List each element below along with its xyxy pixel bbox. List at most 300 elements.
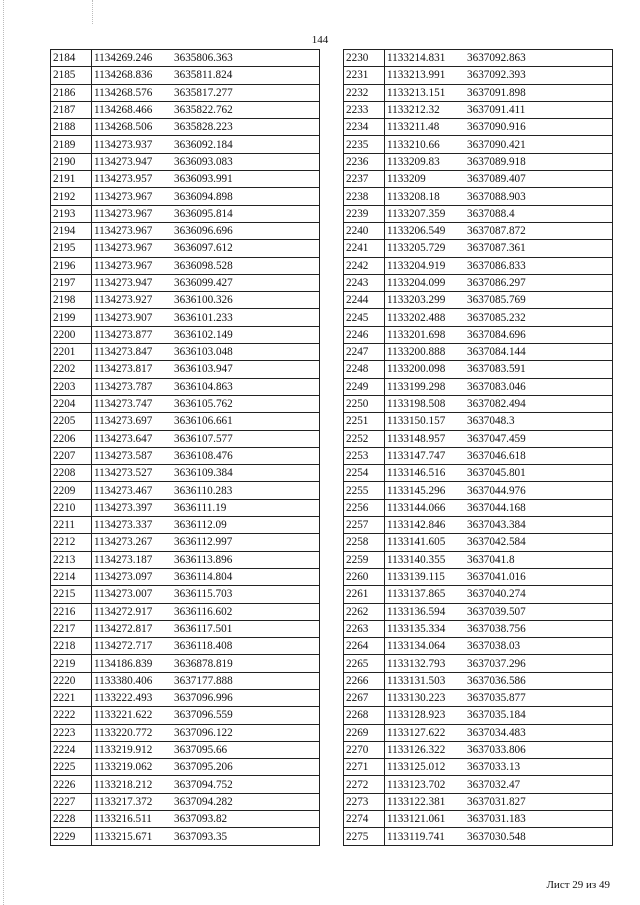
x-coordinate-cell: 1133214.831 xyxy=(385,50,466,67)
y-coordinate-cell: 3637084.696 xyxy=(465,326,613,343)
x-coordinate-cell: 1134273.267 xyxy=(92,534,173,551)
point-number-cell: 2244 xyxy=(344,292,385,309)
point-number-cell: 2222 xyxy=(51,707,92,724)
y-coordinate-cell: 3637092.863 xyxy=(465,50,613,67)
table-row xyxy=(51,188,320,205)
x-coordinate-cell: 1133219.062 xyxy=(92,759,173,776)
point-number-cell: 2242 xyxy=(344,257,385,274)
table-row xyxy=(51,430,320,447)
y-coordinate-cell: 3635811.824 xyxy=(172,67,320,84)
point-number-cell: 2245 xyxy=(344,309,385,326)
point-number-cell: 2227 xyxy=(51,793,92,810)
x-coordinate-cell: 1134273.967 xyxy=(92,188,173,205)
x-coordinate-cell: 1134272.917 xyxy=(92,603,173,620)
y-coordinate-cell: 3636878.819 xyxy=(172,655,320,672)
table-row xyxy=(51,638,320,655)
x-coordinate-cell: 1133209.83 xyxy=(385,153,466,170)
x-coordinate-cell: 1133213.991 xyxy=(385,67,466,84)
point-number-cell: 2212 xyxy=(51,534,92,551)
table-row xyxy=(51,672,320,689)
point-number-cell: 2267 xyxy=(344,689,385,706)
x-coordinate-cell: 1134273.527 xyxy=(92,465,173,482)
table-row xyxy=(51,205,320,222)
x-coordinate-cell: 1133198.508 xyxy=(385,395,466,412)
y-coordinate-cell: 3637096.996 xyxy=(172,689,320,706)
y-coordinate-cell: 3637082.494 xyxy=(465,395,613,412)
point-number-cell: 2189 xyxy=(51,136,92,153)
table-row xyxy=(51,811,320,828)
point-number-cell: 2247 xyxy=(344,344,385,361)
x-coordinate-cell: 1134273.967 xyxy=(92,205,173,222)
x-coordinate-cell: 1133202.488 xyxy=(385,309,466,326)
point-number-cell: 2260 xyxy=(344,568,385,585)
table-row xyxy=(344,395,613,412)
table-row xyxy=(51,309,320,326)
point-number-cell: 2229 xyxy=(51,828,92,845)
table-row xyxy=(51,153,320,170)
x-coordinate-cell: 1133141.605 xyxy=(385,534,466,551)
point-number-cell: 2200 xyxy=(51,326,92,343)
x-coordinate-cell: 1133137.865 xyxy=(385,586,466,603)
table-row xyxy=(51,689,320,706)
point-number-cell: 2274 xyxy=(344,811,385,828)
table-row xyxy=(51,257,320,274)
point-number-cell: 2206 xyxy=(51,430,92,447)
x-coordinate-cell: 1134273.967 xyxy=(92,222,173,239)
point-number-cell: 2235 xyxy=(344,136,385,153)
y-coordinate-cell: 3637039.507 xyxy=(465,603,613,620)
point-number-cell: 2198 xyxy=(51,292,92,309)
table-row xyxy=(344,361,613,378)
table-row xyxy=(51,482,320,499)
y-coordinate-cell: 3636116.602 xyxy=(172,603,320,620)
y-coordinate-cell: 3637031.183 xyxy=(465,811,613,828)
y-coordinate-cell: 3635817.277 xyxy=(172,84,320,101)
x-coordinate-cell: 1133132.793 xyxy=(385,655,466,672)
point-number-cell: 2186 xyxy=(51,84,92,101)
y-coordinate-cell: 3636111.19 xyxy=(172,499,320,516)
point-number-cell: 2240 xyxy=(344,222,385,239)
x-coordinate-cell: 1133200.888 xyxy=(385,344,466,361)
table-row xyxy=(344,638,613,655)
y-coordinate-cell: 3636118.408 xyxy=(172,638,320,655)
point-number-cell: 2196 xyxy=(51,257,92,274)
y-coordinate-cell: 3637038.03 xyxy=(465,638,613,655)
table-row xyxy=(51,119,320,136)
point-number-cell: 2225 xyxy=(51,759,92,776)
x-coordinate-cell: 1133206.549 xyxy=(385,222,466,239)
point-number-cell: 2253 xyxy=(344,447,385,464)
x-coordinate-cell: 1133204.099 xyxy=(385,274,466,291)
y-coordinate-cell: 3637083.591 xyxy=(465,361,613,378)
table-row xyxy=(344,205,613,222)
x-coordinate-cell: 1133219.912 xyxy=(92,741,173,758)
table-row xyxy=(344,551,613,568)
table-row xyxy=(344,171,613,188)
point-number-cell: 2219 xyxy=(51,655,92,672)
y-coordinate-cell: 3636108.476 xyxy=(172,447,320,464)
y-coordinate-cell: 3636113.896 xyxy=(172,551,320,568)
y-coordinate-cell: 3637041.016 xyxy=(465,568,613,585)
y-coordinate-cell: 3637037.296 xyxy=(465,655,613,672)
y-coordinate-cell: 3637031.827 xyxy=(465,793,613,810)
point-number-cell: 2185 xyxy=(51,67,92,84)
table-row xyxy=(344,586,613,603)
y-coordinate-cell: 3637046.618 xyxy=(465,447,613,464)
coordinates-table-right xyxy=(343,49,613,846)
point-number-cell: 2238 xyxy=(344,188,385,205)
point-number-cell: 2207 xyxy=(51,447,92,464)
y-coordinate-cell: 3637032.47 xyxy=(465,776,613,793)
table-row xyxy=(51,655,320,672)
table-row xyxy=(51,465,320,482)
table-row xyxy=(51,551,320,568)
y-coordinate-cell: 3636097.612 xyxy=(172,240,320,257)
table-row xyxy=(344,344,613,361)
y-coordinate-cell: 3636100.326 xyxy=(172,292,320,309)
table-row xyxy=(344,413,613,430)
x-coordinate-cell: 1134273.947 xyxy=(92,274,173,291)
y-coordinate-cell: 3637091.411 xyxy=(465,101,613,118)
x-coordinate-cell: 1133119.741 xyxy=(385,828,466,845)
y-coordinate-cell: 3636092.184 xyxy=(172,136,320,153)
y-coordinate-cell: 3637096.559 xyxy=(172,707,320,724)
table-row xyxy=(51,171,320,188)
table-row xyxy=(344,655,613,672)
x-coordinate-cell: 1134273.927 xyxy=(92,292,173,309)
point-number-cell: 2216 xyxy=(51,603,92,620)
y-coordinate-cell: 3636093.083 xyxy=(172,153,320,170)
scan-margin-line xyxy=(3,0,4,905)
point-number-cell: 2265 xyxy=(344,655,385,672)
x-coordinate-cell: 1134273.337 xyxy=(92,517,173,534)
x-coordinate-cell: 1133126.322 xyxy=(385,741,466,758)
y-coordinate-cell: 3637177.888 xyxy=(172,672,320,689)
point-number-cell: 2250 xyxy=(344,395,385,412)
x-coordinate-cell: 1133145.296 xyxy=(385,482,466,499)
point-number-cell: 2271 xyxy=(344,759,385,776)
table-row xyxy=(344,689,613,706)
table-row xyxy=(51,136,320,153)
y-coordinate-cell: 3637095.66 xyxy=(172,741,320,758)
y-coordinate-cell: 3636106.661 xyxy=(172,413,320,430)
point-number-cell: 2261 xyxy=(344,586,385,603)
point-number-cell: 2269 xyxy=(344,724,385,741)
table-row xyxy=(344,707,613,724)
x-coordinate-cell: 1133150.157 xyxy=(385,413,466,430)
table-row xyxy=(344,84,613,101)
table-row xyxy=(344,153,613,170)
point-number-cell: 2258 xyxy=(344,534,385,551)
point-number-cell: 2199 xyxy=(51,309,92,326)
y-coordinate-cell: 3637088.903 xyxy=(465,188,613,205)
y-coordinate-cell: 3637030.548 xyxy=(465,828,613,845)
point-number-cell: 2197 xyxy=(51,274,92,291)
point-number-cell: 2208 xyxy=(51,465,92,482)
x-coordinate-cell: 1134273.587 xyxy=(92,447,173,464)
y-coordinate-cell: 3637085.769 xyxy=(465,292,613,309)
table-row xyxy=(51,724,320,741)
table-row xyxy=(344,292,613,309)
point-number-cell: 2230 xyxy=(344,50,385,67)
y-coordinate-cell: 3636101.233 xyxy=(172,309,320,326)
point-number-cell: 2213 xyxy=(51,551,92,568)
y-coordinate-cell: 3637094.752 xyxy=(172,776,320,793)
y-coordinate-cell: 3636102.149 xyxy=(172,326,320,343)
table-row xyxy=(344,482,613,499)
x-coordinate-cell: 1134273.397 xyxy=(92,499,173,516)
table-row xyxy=(344,430,613,447)
point-number-cell: 2184 xyxy=(51,50,92,67)
point-number-cell: 2272 xyxy=(344,776,385,793)
y-coordinate-cell: 3636105.762 xyxy=(172,395,320,412)
y-coordinate-cell: 3636099.427 xyxy=(172,274,320,291)
table-row xyxy=(51,361,320,378)
point-number-cell: 2228 xyxy=(51,811,92,828)
x-coordinate-cell: 1133200.098 xyxy=(385,361,466,378)
point-number-cell: 2266 xyxy=(344,672,385,689)
y-coordinate-cell: 3636110.283 xyxy=(172,482,320,499)
point-number-cell: 2191 xyxy=(51,171,92,188)
point-number-cell: 2187 xyxy=(51,101,92,118)
point-number-cell: 2203 xyxy=(51,378,92,395)
x-coordinate-cell: 1133209 xyxy=(385,171,466,188)
point-number-cell: 2239 xyxy=(344,205,385,222)
x-coordinate-cell: 1134273.937 xyxy=(92,136,173,153)
y-coordinate-cell: 3637035.877 xyxy=(465,689,613,706)
table-row xyxy=(51,274,320,291)
point-number-cell: 2257 xyxy=(344,517,385,534)
x-coordinate-cell: 1133125.012 xyxy=(385,759,466,776)
y-coordinate-cell: 3636103.947 xyxy=(172,361,320,378)
y-coordinate-cell: 3637033.13 xyxy=(465,759,613,776)
x-coordinate-cell: 1134273.967 xyxy=(92,257,173,274)
x-coordinate-cell: 1133147.747 xyxy=(385,447,466,464)
y-coordinate-cell: 3637038.756 xyxy=(465,620,613,637)
y-coordinate-cell: 3636104.863 xyxy=(172,378,320,395)
table-row xyxy=(344,534,613,551)
x-coordinate-cell: 1133220.772 xyxy=(92,724,173,741)
point-number-cell: 2195 xyxy=(51,240,92,257)
x-coordinate-cell: 1134273.467 xyxy=(92,482,173,499)
y-coordinate-cell: 3637042.584 xyxy=(465,534,613,551)
table-row xyxy=(51,84,320,101)
table-row xyxy=(51,50,320,67)
table-row xyxy=(51,759,320,776)
x-coordinate-cell: 1133222.493 xyxy=(92,689,173,706)
point-number-cell: 2201 xyxy=(51,344,92,361)
x-coordinate-cell: 1133207.359 xyxy=(385,205,466,222)
x-coordinate-cell: 1133216.511 xyxy=(92,811,173,828)
y-coordinate-cell: 3635828.223 xyxy=(172,119,320,136)
table-row xyxy=(344,257,613,274)
y-coordinate-cell: 3636095.814 xyxy=(172,205,320,222)
table-row xyxy=(344,50,613,67)
point-number-cell: 2246 xyxy=(344,326,385,343)
table-row xyxy=(344,326,613,343)
table-row xyxy=(344,568,613,585)
y-coordinate-cell: 3637093.82 xyxy=(172,811,320,828)
table-row xyxy=(344,517,613,534)
x-coordinate-cell: 1133199.298 xyxy=(385,378,466,395)
point-number-cell: 2252 xyxy=(344,430,385,447)
x-coordinate-cell: 1133204.919 xyxy=(385,257,466,274)
x-coordinate-cell: 1133205.729 xyxy=(385,240,466,257)
x-coordinate-cell: 1133122.381 xyxy=(385,793,466,810)
table-row xyxy=(51,603,320,620)
point-number-cell: 2223 xyxy=(51,724,92,741)
x-coordinate-cell: 1133208.18 xyxy=(385,188,466,205)
table-row xyxy=(51,413,320,430)
table-row xyxy=(344,447,613,464)
y-coordinate-cell: 3637035.184 xyxy=(465,707,613,724)
table-row xyxy=(51,292,320,309)
table-row xyxy=(51,222,320,239)
table-row xyxy=(344,620,613,637)
x-coordinate-cell: 1134273.947 xyxy=(92,153,173,170)
y-coordinate-cell: 3636094.898 xyxy=(172,188,320,205)
point-number-cell: 2273 xyxy=(344,793,385,810)
point-number-cell: 2232 xyxy=(344,84,385,101)
x-coordinate-cell: 1134273.697 xyxy=(92,413,173,430)
point-number-cell: 2218 xyxy=(51,638,92,655)
y-coordinate-cell: 3637092.393 xyxy=(465,67,613,84)
y-coordinate-cell: 3636117.501 xyxy=(172,620,320,637)
table-row xyxy=(344,136,613,153)
y-coordinate-cell: 3637095.206 xyxy=(172,759,320,776)
x-coordinate-cell: 1133135.334 xyxy=(385,620,466,637)
point-number-cell: 2188 xyxy=(51,119,92,136)
x-coordinate-cell: 1133144.066 xyxy=(385,499,466,516)
table-row xyxy=(344,741,613,758)
point-number-cell: 2233 xyxy=(344,101,385,118)
table-row xyxy=(51,517,320,534)
table-row xyxy=(51,67,320,84)
x-coordinate-cell: 1133123.702 xyxy=(385,776,466,793)
y-coordinate-cell: 3637089.407 xyxy=(465,171,613,188)
table-row xyxy=(51,240,320,257)
x-coordinate-cell: 1134268.466 xyxy=(92,101,173,118)
point-number-cell: 2190 xyxy=(51,153,92,170)
table-row xyxy=(344,188,613,205)
x-coordinate-cell: 1133142.846 xyxy=(385,517,466,534)
x-coordinate-cell: 1134273.187 xyxy=(92,551,173,568)
point-number-cell: 2193 xyxy=(51,205,92,222)
table-row xyxy=(344,465,613,482)
y-coordinate-cell: 3637088.4 xyxy=(465,205,613,222)
table-row xyxy=(51,828,320,845)
point-number-cell: 2205 xyxy=(51,413,92,430)
y-coordinate-cell: 3637096.122 xyxy=(172,724,320,741)
y-coordinate-cell: 3637094.282 xyxy=(172,793,320,810)
table-row xyxy=(344,793,613,810)
y-coordinate-cell: 3637044.976 xyxy=(465,482,613,499)
sheet-footer: Лист 29 из 49 xyxy=(546,879,610,891)
table-row xyxy=(344,101,613,118)
table-row xyxy=(51,326,320,343)
point-number-cell: 2209 xyxy=(51,482,92,499)
y-coordinate-cell: 3637086.297 xyxy=(465,274,613,291)
table-row xyxy=(51,378,320,395)
table-row xyxy=(344,828,613,845)
table-row xyxy=(344,776,613,793)
y-coordinate-cell: 3637090.421 xyxy=(465,136,613,153)
x-coordinate-cell: 1133131.503 xyxy=(385,672,466,689)
x-coordinate-cell: 1134273.817 xyxy=(92,361,173,378)
y-coordinate-cell: 3637093.35 xyxy=(172,828,320,845)
x-coordinate-cell: 1134186.839 xyxy=(92,655,173,672)
y-coordinate-cell: 3636115.703 xyxy=(172,586,320,603)
point-number-cell: 2256 xyxy=(344,499,385,516)
x-coordinate-cell: 1133218.212 xyxy=(92,776,173,793)
point-number-cell: 2234 xyxy=(344,119,385,136)
point-number-cell: 2264 xyxy=(344,638,385,655)
coordinates-table-left xyxy=(50,49,320,846)
x-coordinate-cell: 1133136.594 xyxy=(385,603,466,620)
table-row xyxy=(51,707,320,724)
x-coordinate-cell: 1134272.817 xyxy=(92,620,173,637)
x-coordinate-cell: 1133128.923 xyxy=(385,707,466,724)
x-coordinate-cell: 1134273.787 xyxy=(92,378,173,395)
y-coordinate-cell: 3637087.872 xyxy=(465,222,613,239)
point-number-cell: 2241 xyxy=(344,240,385,257)
x-coordinate-cell: 1133212.32 xyxy=(385,101,466,118)
y-coordinate-cell: 3637084.144 xyxy=(465,344,613,361)
y-coordinate-cell: 3637034.483 xyxy=(465,724,613,741)
x-coordinate-cell: 1133215.671 xyxy=(92,828,173,845)
table-row xyxy=(344,119,613,136)
point-number-cell: 2268 xyxy=(344,707,385,724)
point-number-cell: 2263 xyxy=(344,620,385,637)
x-coordinate-cell: 1134273.747 xyxy=(92,395,173,412)
x-coordinate-cell: 1134273.877 xyxy=(92,326,173,343)
table-row xyxy=(51,741,320,758)
x-coordinate-cell: 1133201.698 xyxy=(385,326,466,343)
x-coordinate-cell: 1134268.506 xyxy=(92,119,173,136)
point-number-cell: 2204 xyxy=(51,395,92,412)
y-coordinate-cell: 3637086.833 xyxy=(465,257,613,274)
x-coordinate-cell: 1134268.576 xyxy=(92,84,173,101)
x-coordinate-cell: 1133203.299 xyxy=(385,292,466,309)
point-number-cell: 2259 xyxy=(344,551,385,568)
y-coordinate-cell: 3637085.232 xyxy=(465,309,613,326)
x-coordinate-cell: 1133127.622 xyxy=(385,724,466,741)
x-coordinate-cell: 1133148.957 xyxy=(385,430,466,447)
table-row xyxy=(344,724,613,741)
x-coordinate-cell: 1133146.516 xyxy=(385,465,466,482)
point-number-cell: 2275 xyxy=(344,828,385,845)
table-row xyxy=(344,274,613,291)
y-coordinate-cell: 3637036.586 xyxy=(465,672,613,689)
x-coordinate-cell: 1134273.097 xyxy=(92,568,173,585)
y-coordinate-cell: 3636103.048 xyxy=(172,344,320,361)
point-number-cell: 2202 xyxy=(51,361,92,378)
table-row xyxy=(344,240,613,257)
x-coordinate-cell: 1133139.115 xyxy=(385,568,466,585)
table-row xyxy=(51,620,320,637)
point-number-cell: 2248 xyxy=(344,361,385,378)
table-row xyxy=(51,499,320,516)
x-coordinate-cell: 1133134.064 xyxy=(385,638,466,655)
table-row xyxy=(51,344,320,361)
table-row xyxy=(344,222,613,239)
point-number-cell: 2249 xyxy=(344,378,385,395)
point-number-cell: 2251 xyxy=(344,413,385,430)
point-number-cell: 2220 xyxy=(51,672,92,689)
y-coordinate-cell: 3636112.997 xyxy=(172,534,320,551)
point-number-cell: 2262 xyxy=(344,603,385,620)
point-number-cell: 2237 xyxy=(344,171,385,188)
